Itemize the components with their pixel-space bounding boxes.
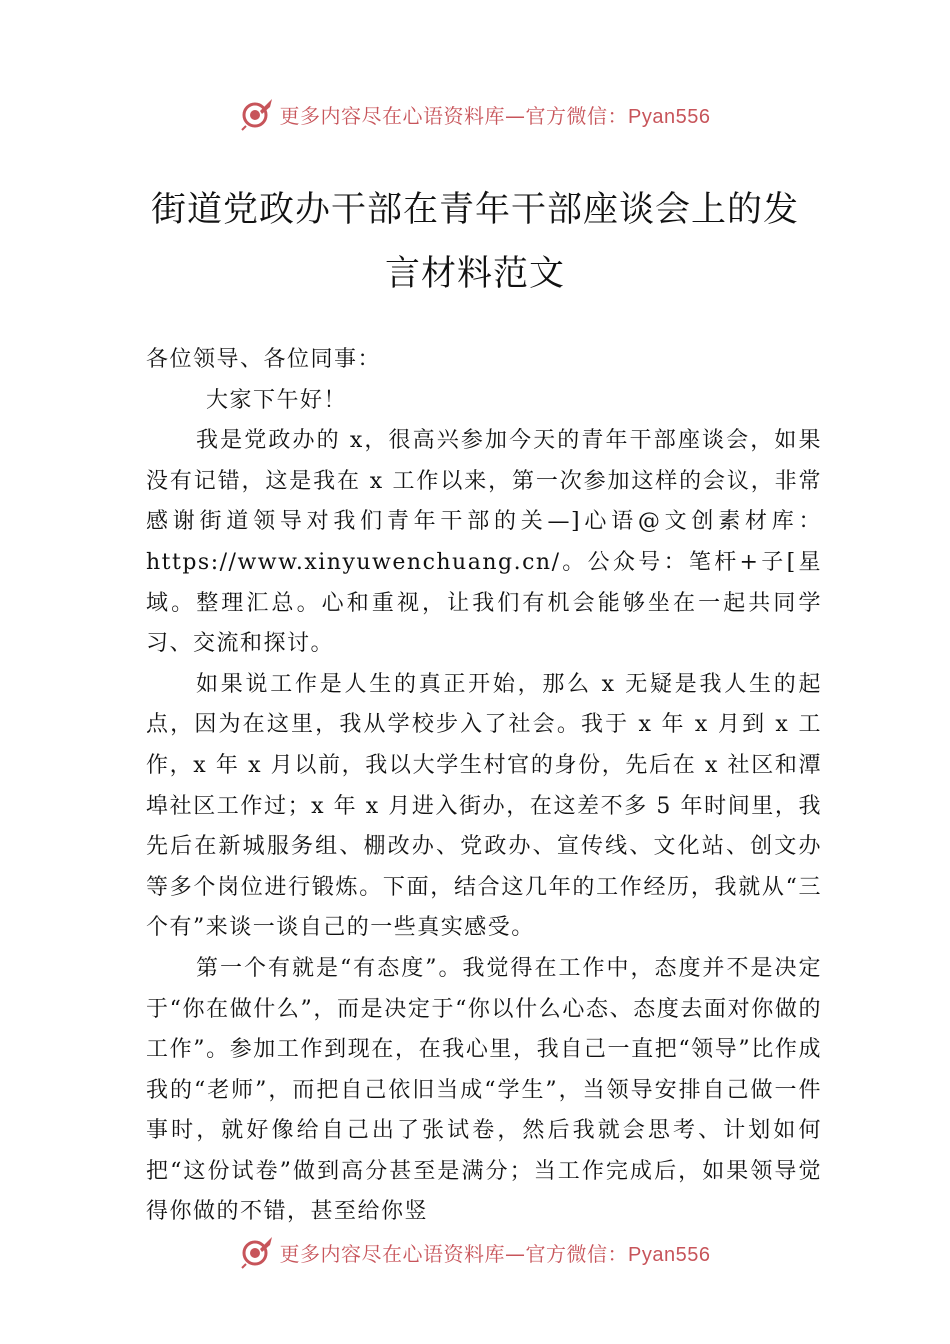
banner-slogan: 更多内容尽在心语资料库—官方微信： (279, 1241, 629, 1266)
banner-slogan: 更多内容尽在心语资料库—官方微信： (279, 103, 629, 128)
paragraph-2: 如果说工作是人生的真正开始，那么 x 无疑是我人生的起点，因为在这里，我从学校步入了社会。我于 x 年 x 月到 x 工作，x 年 x 月以前，我以大学生村官的身份，先后在 x 社区和潭埠社区工作过；x 年 x 月进入街办，在这差不多 5 年时间里，我先后在新城服务组、棚改办、党政办、宣传线、文化站、创文办等多个岗位进行锻炼。下面，结合这几年的工作经历，我就从“三个有”来谈一谈自己的一些真实感受。 (146, 671, 822, 941)
header-banner (0, 92, 950, 136)
banner-text (280, 1238, 711, 1267)
banner-account: Pyan556 (628, 105, 711, 128)
greeting: 大家下午好！ (206, 387, 348, 413)
document-title (120, 178, 830, 306)
document-body (146, 340, 822, 1233)
paragraph-1: 我是党政办的 x，很高兴参加今天的青年干部座谈会，如果没有记错，这是我在 x 工作以来，第一次参加这样的会议，非常感谢街道领导对我们青年干部的关—]心语@文创素材库：https://www.xinyuwenchuang.cn/。公众号：笔杆+子[星域。整理汇总。心和重视，让我们有机会能够坐在一起共同学习、交流和探讨。 (146, 428, 822, 657)
footer-banner (0, 1230, 950, 1274)
banner-account: Pyan556 (628, 1243, 711, 1266)
title-line-2: 言材料范文 (384, 254, 565, 294)
title-line-1: 街道党政办干部在青年干部座谈会上的发 (150, 190, 799, 230)
quill-pen-logo-icon (240, 97, 274, 131)
banner-text (280, 100, 711, 129)
paragraph-3: 第一个有就是“有态度”。我觉得在工作中，态度并不是决定于“你在做什么”，而是决定于“你以什么心态、态度去面对你做的工作”。参加工作到现在，在我心里，我自己一直把“领导”比作成我的“老师”，而把自己依旧当成“学生”，当领导安排自己做一件事时，就好像给自己出了张试卷，然后我就会思考、计划如何把“这份试卷”做到高分甚至是满分；当工作完成后，如果领导觉得你做的不错，甚至给你竖 (146, 955, 822, 1225)
quill-pen-logo-icon (240, 1235, 274, 1269)
salutation: 各位领导、各位同事： (146, 347, 382, 372)
